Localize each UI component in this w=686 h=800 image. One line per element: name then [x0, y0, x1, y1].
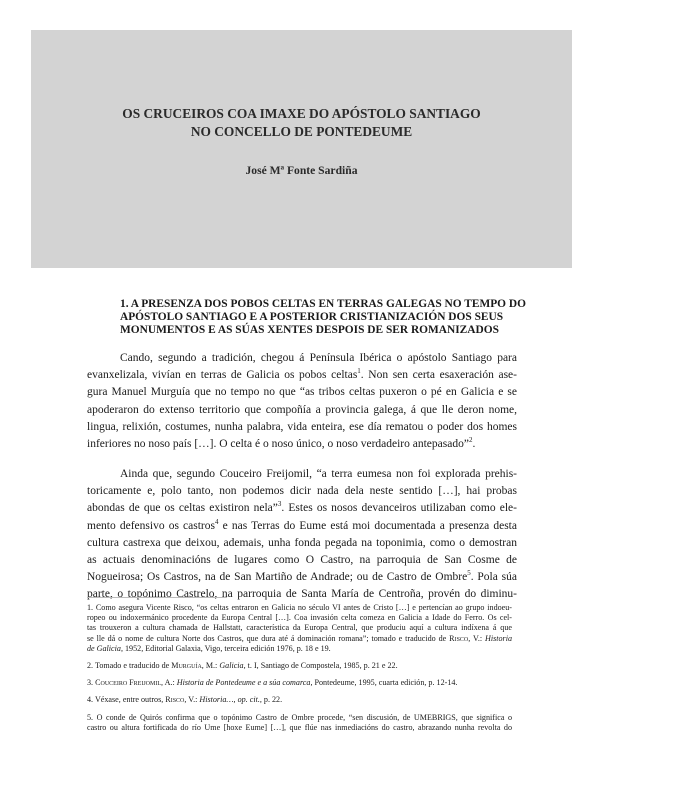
text-line: abondas de que os celtas existiron nela”$^3$. Estes os nosos devanceiros utilizaban como ele- — [87, 500, 517, 515]
text-line: Cando, segundo a tradición, chegou á Península Ibérica o apóstolo Santiago para — [120, 352, 517, 364]
footnote-5 — [87, 713, 512, 733]
article-title-line: NO CONCELLO DE PONTEDEUME — [190, 124, 413, 139]
author-name: José Mª Fonte Sardiña — [245, 164, 358, 177]
text-line: mento defensivo os castros$^4$ e nas Terras do Eume está moi documentada a presenza desta — [87, 517, 517, 532]
footnote-line: se lle dá o nome de cultura Norte dos Castros, que dura até á dominación romana”; tomado e traducido de Risco, V.: Historia — [87, 633, 513, 643]
article-title-line: OS CRUCEIROS COA IMAXE DO APÓSTOLO SANTIAGO — [122, 106, 481, 121]
text-line: gura Manuel Murguía que no tempo no que “as tribos celtas puxeron o pé en Galicia e se — [87, 386, 517, 399]
footnote-ref[interactable]: 5 — [467, 569, 471, 578]
footnote-3 — [87, 678, 512, 688]
text-line: Nogueirosa; Os Castros, na de San Martiño de Andrade; ou de Castro de Ombre$^5$. Pola súa — [87, 569, 518, 584]
footnote-ref[interactable]: 4 — [214, 517, 219, 526]
section-heading-line: MONUMENTOS E AS SÚAS XENTES DESPOIS DE SER ROMANIZADOS — [120, 324, 499, 336]
text-line: toricamente e, polo tanto, non podemos dicir nada dela neste sentido […], hai probas — [87, 485, 517, 498]
footnotes-divider — [87, 597, 227, 598]
footnote-line: 4. Véxase, entre outros, Risco, V.: Historia…, op. cit., p. 22. — [87, 695, 283, 705]
body-paragraph-2 — [87, 466, 517, 604]
footnote-ref[interactable]: 1 — [357, 367, 361, 376]
article-title — [31, 105, 572, 141]
text-line: as actuais denominacións de lugares como O Castro, na parroquia de San Cosme de — [87, 554, 517, 567]
footnote-line: tas trouxeron a cultura chamada de Hallstatt, característica da Europa Central, que produciu aquí a cultura indíxena á que — [87, 623, 512, 633]
text-line: cultura castrexa que deixou, ademais, unha fonda pegada na toponimia, como o demostran — [87, 536, 517, 549]
footnote-4 — [87, 695, 512, 705]
footnote-line: castro ou altura fortificada do río Ume [hoxe Eume] […], que flúe nas inmediacións do castro, abrazando nunha revolta do — [87, 722, 512, 732]
text-line: evanxelizala, vivían en terras de Galicia os pobos celtas$^1$. Non sen certa esaxeración ase- — [87, 367, 517, 382]
footnote-line: de Galicia, 1952, Editorial Galaxia, Vigo, terceira edición 1976, p. 18 e 19. — [87, 643, 331, 653]
footnote-ref[interactable]: 2 — [468, 436, 473, 445]
footnotes — [87, 603, 512, 740]
text-line: inferiores no noso país […]. O celta é o noso único, o noso verdadeiro antepasado”$^2$. — [87, 436, 476, 451]
text-line: parte, o topónimo Castrelo, na parroquia de Santa María de Centroña, provén do diminu- — [87, 588, 517, 601]
section-heading-line: APÓSTOLO SANTIAGO E A POSTERIOR CRISTIANIZACIÓN DOS SEUS — [120, 311, 504, 323]
text-line: Ainda que, segundo Couceiro Freijomil, “a terra eumesa non foi explorada prehis- — [120, 468, 517, 480]
footnote-line: 2. Tomado e traducido de Murguía, M.: Galicia, t. I, Santiago de Compostela, 1985, p. 21 e 22. — [87, 661, 398, 671]
text-line: lingua, relixión, costumes, nunha palabra, vida enteira, ese día rematou o poder dos homes — [87, 420, 517, 433]
footnote-2 — [87, 661, 512, 671]
footnote-line: 5. O conde de Quirós confirma que o topónimo Castro de Ombre procede, “sen discusión, de UMEBRIGS, que significa o — [87, 712, 512, 722]
footnote-line: ropeo ou indoxermánico procedente da Europa Central […]. Coa invasión celta comeza en Galicia a Idade do Ferro. Os cel- — [87, 613, 512, 623]
footnote-line: 1. Como asegura Vicente Risco, “os celtas entraron en Galicia no século VI antes de Cristo […] e pertencían ao grupo indoeu- — [87, 603, 512, 612]
text-line: apoderaron do extenso territorio que compoñía a provincia galega, á que lle deron nome, — [87, 403, 517, 416]
footnote-ref[interactable]: 3 — [277, 500, 282, 509]
section-heading — [120, 298, 560, 337]
footnote-line: 3. Couceiro Freijomil, A.: Historia de Pontedeume e a súa comarca, Pontedeume, 1995, cuarta edición, p. 12-14. — [87, 678, 458, 688]
footnote-1 — [87, 603, 512, 654]
body-paragraph-1 — [87, 350, 517, 453]
title-banner — [31, 30, 572, 268]
section-heading-line: 1. A PRESENZA DOS POBOS CELTAS EN TERRAS GALEGAS NO TEMPO DO — [120, 298, 526, 310]
